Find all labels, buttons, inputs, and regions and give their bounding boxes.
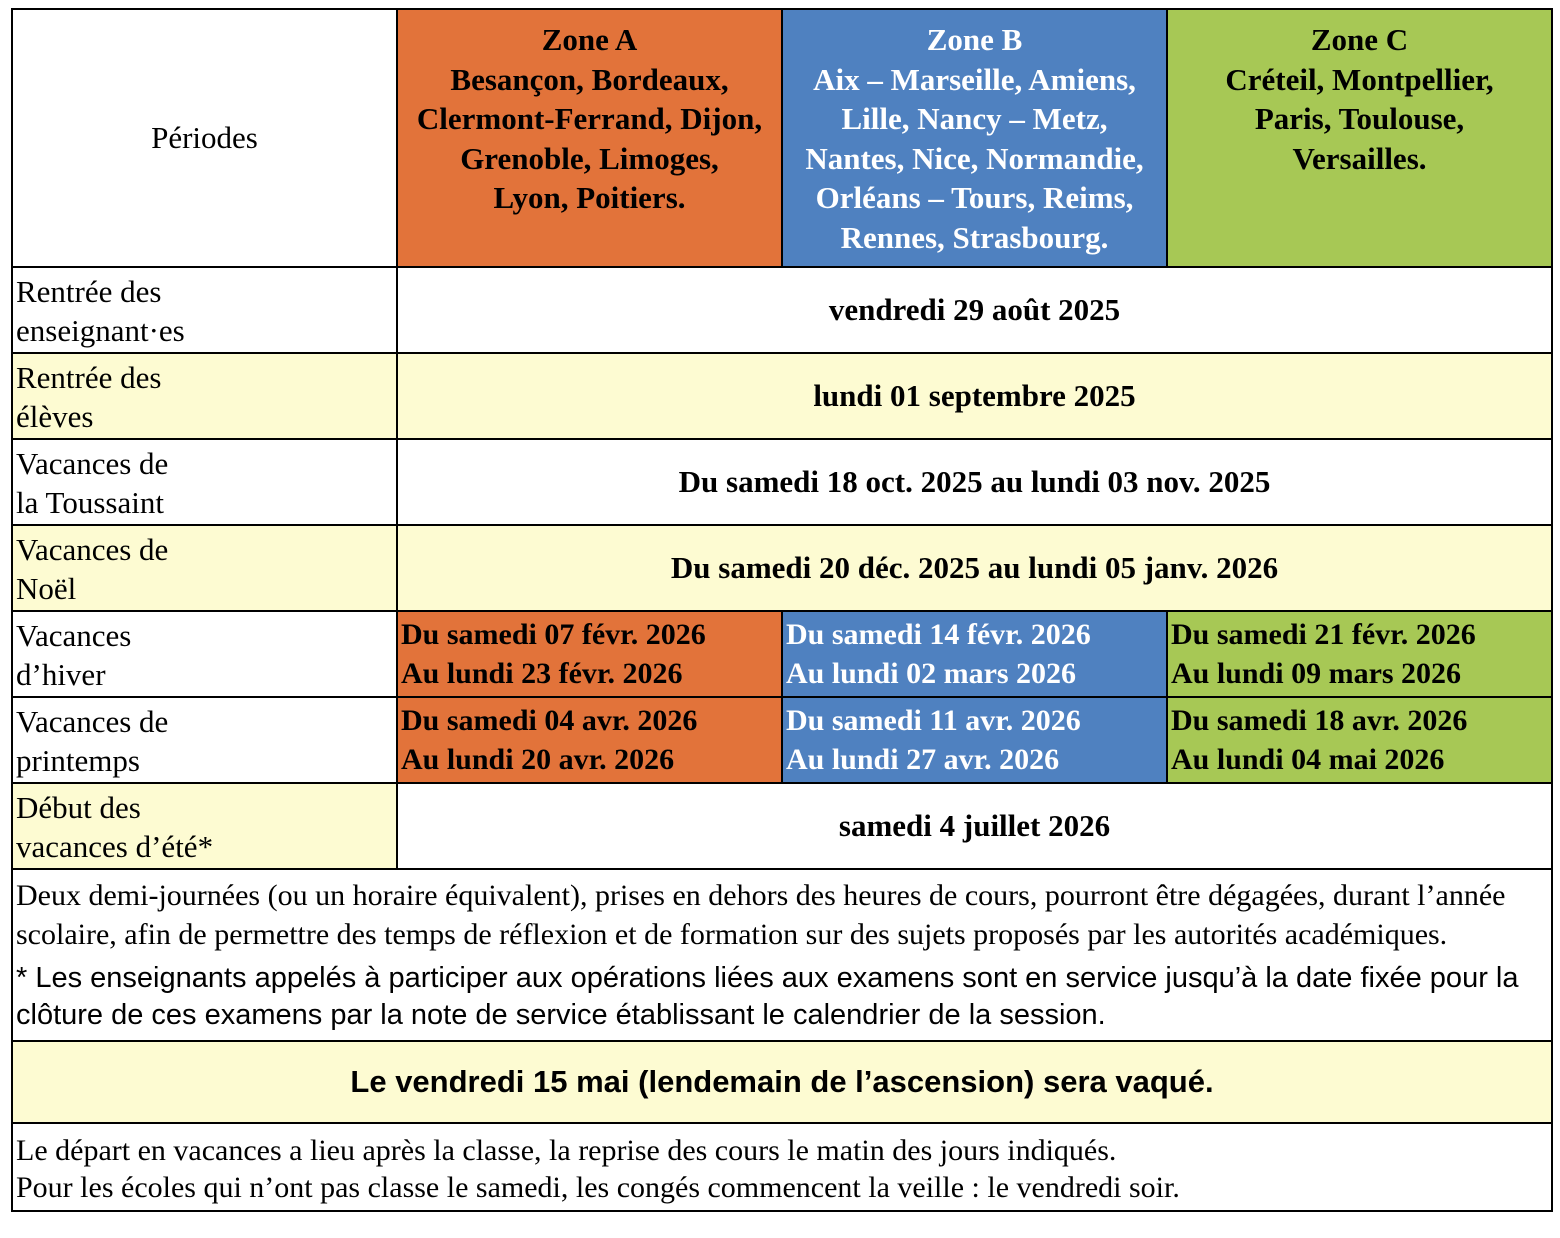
row-rentree-enseignants (12, 267, 1552, 353)
zone-b-cities: Aix – Marseille, Amiens, Lille, Nancy – Metz, Nantes, Nice, Normandie, Orléans – Tours, Reims, Rennes, Strasbourg. (805, 61, 1144, 255)
start-date: Du samedi 07 févr. 2026 (401, 618, 706, 651)
zone-c-name: Zone C (1310, 22, 1409, 57)
school-calendar (11, 8, 1553, 1212)
zone-b-dates (782, 697, 1167, 783)
notes-cell (12, 869, 1552, 1041)
zone-a-header (397, 9, 782, 267)
vaque-notice: Le vendredi 15 mai (lendemain de l’ascension) sera vaqué. (12, 1041, 1552, 1123)
zone-a-dates (397, 611, 782, 697)
zone-a-cities: Besançon, Bordeaux, Clermont-Ferrand, Dijon, Grenoble, Limoges, Lyon, Poitiers. (416, 61, 763, 215)
period-label: Vacances d’hiver (12, 611, 397, 697)
date-span: vendredi 29 août 2025 (397, 267, 1552, 353)
zone-a-name: Zone A (541, 22, 638, 57)
row-hiver (12, 611, 1552, 697)
row-vaque (12, 1041, 1552, 1123)
period-label: Rentrée des élèves (12, 353, 397, 439)
end-date: Au lundi 09 mars 2026 (1171, 657, 1462, 690)
row-toussaint (12, 439, 1552, 525)
date-span: Du samedi 18 oct. 2025 au lundi 03 nov. 2025 (397, 439, 1552, 525)
row-notes (12, 869, 1552, 1041)
calendar-table (11, 8, 1553, 1212)
row-footer (12, 1123, 1552, 1211)
period-label: Vacances de la Toussaint (12, 439, 397, 525)
zone-a-dates (397, 697, 782, 783)
row-ete (12, 783, 1552, 869)
start-date: Du samedi 14 févr. 2026 (786, 618, 1091, 651)
start-date: Du samedi 18 avr. 2026 (1171, 704, 1468, 737)
zone-b-name: Zone B (926, 22, 1023, 57)
zone-b-dates (782, 611, 1167, 697)
period-label: Vacances de printemps (12, 697, 397, 783)
zone-c-dates (1167, 611, 1552, 697)
footer-notes (12, 1123, 1552, 1211)
examens-note: * Les enseignants appelés à participer aux opérations liées aux examens sont en service jusqu’à la date fixée pour la clôture de ces examens par la note de service établissant le calendrier de la session. (16, 962, 1519, 1031)
row-printemps (12, 697, 1552, 783)
zone-c-dates (1167, 697, 1552, 783)
end-date: Au lundi 02 mars 2026 (786, 657, 1077, 690)
date-span: Du samedi 20 déc. 2025 au lundi 05 janv. 2026 (397, 525, 1552, 611)
period-label: Début des vacances d’été* (12, 783, 397, 869)
start-date: Du samedi 21 févr. 2026 (1171, 618, 1476, 651)
zone-c-cities: Créteil, Montpellier, Paris, Toulouse, Versailles. (1225, 61, 1494, 176)
zone-b-header (782, 9, 1167, 267)
start-date: Du samedi 04 avr. 2026 (401, 704, 698, 737)
date-span: samedi 4 juillet 2026 (397, 783, 1552, 869)
end-date: Au lundi 20 avr. 2026 (401, 743, 675, 776)
end-date: Au lundi 27 avr. 2026 (786, 743, 1060, 776)
period-label: Vacances de Noël (12, 525, 397, 611)
periods-header: Périodes (12, 9, 397, 267)
depart-note: Le départ en vacances a lieu après la classe, la reprise des cours le matin des jours indiqués. (16, 1134, 1117, 1167)
samedi-note: Pour les écoles qui n’ont pas classe le samedi, les congés commencent la veille : le vendredi soir. (16, 1171, 1180, 1204)
end-date: Au lundi 04 mai 2026 (1171, 743, 1445, 776)
row-rentree-eleves (12, 353, 1552, 439)
zone-c-header (1167, 9, 1552, 267)
demi-journees-note: Deux demi-journées (ou un horaire équivalent), prises en dehors des heures de cours, pourront être dégagées, durant l’année scolaire, afin de permettre des temps de réflexion et de formation sur des sujets proposés par les autorités académiques. (16, 879, 1506, 951)
date-span: lundi 01 septembre 2025 (397, 353, 1552, 439)
header-row (12, 9, 1552, 267)
end-date: Au lundi 23 févr. 2026 (401, 657, 683, 690)
row-noel (12, 525, 1552, 611)
start-date: Du samedi 11 avr. 2026 (786, 704, 1081, 737)
period-label: Rentrée des enseignant·es (12, 267, 397, 353)
